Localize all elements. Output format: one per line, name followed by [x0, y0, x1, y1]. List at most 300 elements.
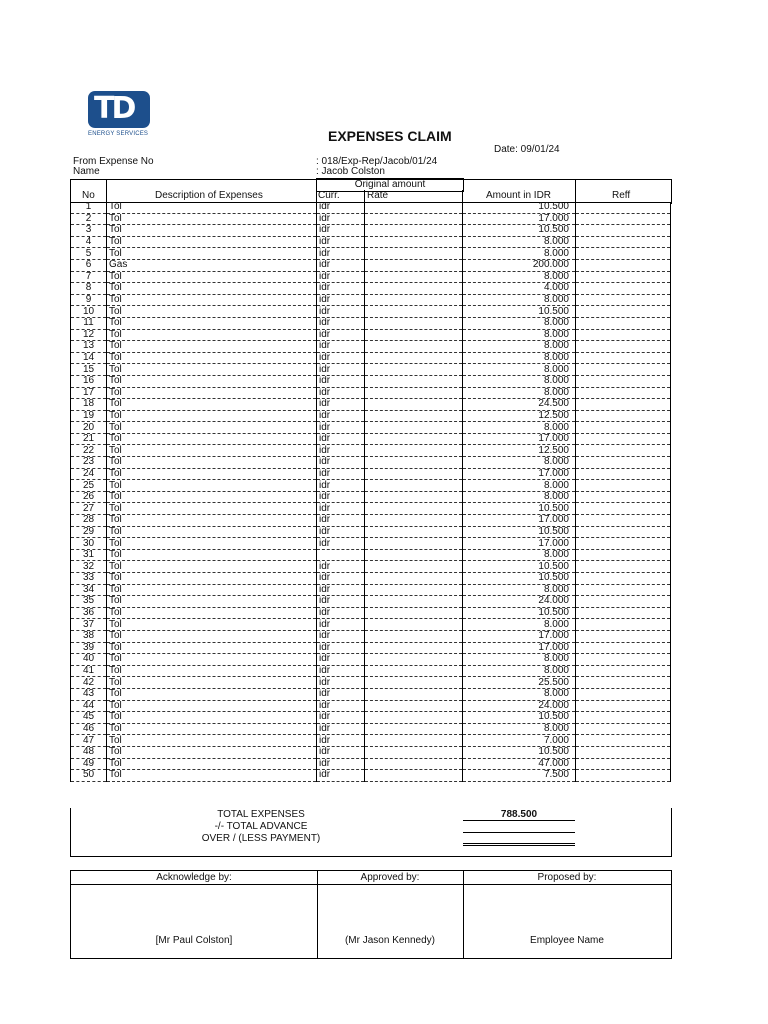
row-rate — [365, 457, 463, 469]
row-amount: 8.000 — [463, 584, 576, 596]
table-row — [71, 480, 671, 492]
row-reff — [576, 607, 671, 619]
row-rate — [365, 294, 463, 306]
row-currency: idr — [317, 468, 365, 480]
row-number: 15 — [71, 364, 107, 376]
row-amount: 17.000 — [463, 433, 576, 445]
row-description: Tol — [107, 410, 317, 422]
table-row — [71, 283, 671, 295]
row-number: 26 — [71, 491, 107, 503]
row-currency: idr — [317, 735, 365, 747]
row-reff — [576, 271, 671, 283]
row-reff — [576, 700, 671, 712]
row-reff — [576, 561, 671, 573]
row-description: Tol — [107, 283, 317, 295]
row-rate — [365, 445, 463, 457]
row-description: Tol — [107, 202, 317, 213]
row-reff — [576, 306, 671, 318]
row-rate — [365, 399, 463, 411]
row-amount: 8.000 — [463, 352, 576, 364]
table-row — [71, 364, 671, 376]
table-row — [71, 248, 671, 260]
row-amount: 10.500 — [463, 202, 576, 213]
col-description-header: Description of Expenses — [155, 190, 263, 201]
row-rate — [365, 770, 463, 782]
row-rate — [365, 364, 463, 376]
row-number: 13 — [71, 341, 107, 353]
row-rate — [365, 630, 463, 642]
row-number: 17 — [71, 387, 107, 399]
row-reff — [576, 387, 671, 399]
row-number: 37 — [71, 619, 107, 631]
table-row — [71, 561, 671, 573]
row-currency: idr — [317, 317, 365, 329]
row-rate — [365, 642, 463, 654]
row-rate — [365, 526, 463, 538]
col-amount-header: Amount in IDR — [486, 190, 552, 201]
row-reff — [576, 665, 671, 677]
row-description: Tol — [107, 515, 317, 527]
row-reff — [576, 596, 671, 608]
row-rate — [365, 584, 463, 596]
row-currency: idr — [317, 410, 365, 422]
col-reff-header: Reff — [612, 190, 631, 201]
row-rate — [365, 375, 463, 387]
page-title: EXPENSES CLAIM — [328, 128, 452, 144]
row-number: 35 — [71, 596, 107, 608]
row-number: 32 — [71, 561, 107, 573]
row-currency: idr — [317, 294, 365, 306]
row-amount: 8.000 — [463, 387, 576, 399]
table-row — [71, 410, 671, 422]
row-rate — [365, 248, 463, 260]
table-row — [71, 503, 671, 515]
approved-label: Approved by: — [317, 871, 463, 885]
row-rate — [365, 561, 463, 573]
row-description: Tol — [107, 770, 317, 782]
row-rate — [365, 329, 463, 341]
signature-section — [70, 870, 672, 959]
row-number: 36 — [71, 607, 107, 619]
row-rate — [365, 225, 463, 237]
row-amount: 8.000 — [463, 723, 576, 735]
row-reff — [576, 630, 671, 642]
row-description: Tol — [107, 306, 317, 318]
row-description: Tol — [107, 538, 317, 550]
row-rate — [365, 573, 463, 585]
row-number: 2 — [71, 213, 107, 225]
row-amount: 24.000 — [463, 596, 576, 608]
row-description: Tol — [107, 526, 317, 538]
row-reff — [576, 364, 671, 376]
row-number: 48 — [71, 746, 107, 758]
row-number: 6 — [71, 259, 107, 271]
row-description: Tol — [107, 248, 317, 260]
row-description: Tol — [107, 457, 317, 469]
table-row — [71, 387, 671, 399]
row-rate — [365, 700, 463, 712]
row-amount: 17.000 — [463, 538, 576, 550]
row-rate — [365, 387, 463, 399]
row-rate — [365, 468, 463, 480]
acknowledge-column — [71, 871, 318, 958]
row-description: Tol — [107, 225, 317, 237]
table-row — [71, 526, 671, 538]
row-currency: idr — [317, 700, 365, 712]
row-description: Tol — [107, 375, 317, 387]
row-currency: idr — [317, 491, 365, 503]
table-row — [71, 688, 671, 700]
td-logo-icon: TD — [88, 91, 150, 128]
proposed-name: Employee Name — [530, 935, 604, 946]
table-row — [71, 491, 671, 503]
row-reff — [576, 654, 671, 666]
row-currency: idr — [317, 642, 365, 654]
row-currency: idr — [317, 433, 365, 445]
table-row — [71, 642, 671, 654]
row-amount: 8.000 — [463, 294, 576, 306]
row-description: Tol — [107, 329, 317, 341]
row-description: Tol — [107, 480, 317, 492]
row-currency: idr — [317, 515, 365, 527]
acknowledge-name: [Mr Paul Colston] — [155, 935, 233, 946]
row-reff — [576, 538, 671, 550]
row-reff — [576, 352, 671, 364]
total-expenses-label: TOTAL EXPENSES — [217, 809, 305, 820]
row-amount: 8.000 — [463, 654, 576, 666]
row-amount: 17.000 — [463, 642, 576, 654]
row-number: 42 — [71, 677, 107, 689]
row-reff — [576, 584, 671, 596]
row-amount: 10.500 — [463, 306, 576, 318]
table-row — [71, 457, 671, 469]
table-row — [71, 596, 671, 608]
row-amount: 8.000 — [463, 317, 576, 329]
row-rate — [365, 758, 463, 770]
name-label: Name — [73, 166, 100, 177]
row-rate — [365, 480, 463, 492]
table-row — [71, 654, 671, 666]
row-rate — [365, 712, 463, 724]
row-rate — [365, 202, 463, 213]
table-row — [71, 213, 671, 225]
row-currency: idr — [317, 375, 365, 387]
col-rate-header: Rate — [367, 190, 389, 201]
row-description: Tol — [107, 236, 317, 248]
row-number: 44 — [71, 700, 107, 712]
row-number: 45 — [71, 712, 107, 724]
row-amount: 8.000 — [463, 375, 576, 387]
row-rate — [365, 723, 463, 735]
row-amount: 8.000 — [463, 236, 576, 248]
row-rate — [365, 491, 463, 503]
row-description: Tol — [107, 688, 317, 700]
row-reff — [576, 294, 671, 306]
row-description: Tol — [107, 584, 317, 596]
row-currency: idr — [317, 364, 365, 376]
row-amount: 25.500 — [463, 677, 576, 689]
table-row — [71, 317, 671, 329]
total-expenses-value: 788.500 — [500, 809, 538, 820]
table-row — [71, 677, 671, 689]
row-reff — [576, 248, 671, 260]
row-currency: idr — [317, 723, 365, 735]
table-row — [71, 700, 671, 712]
row-number: 43 — [71, 688, 107, 700]
row-currency: idr — [317, 213, 365, 225]
company-logo — [88, 91, 152, 141]
row-currency: idr — [317, 329, 365, 341]
row-description: Tol — [107, 619, 317, 631]
row-description: Tol — [107, 399, 317, 411]
table-row — [71, 468, 671, 480]
row-number: 38 — [71, 630, 107, 642]
table-row — [71, 236, 671, 248]
table-row — [71, 584, 671, 596]
row-amount: 10.500 — [463, 607, 576, 619]
row-reff — [576, 457, 671, 469]
row-number: 16 — [71, 375, 107, 387]
row-amount: 8.000 — [463, 422, 576, 434]
row-rate — [365, 607, 463, 619]
row-currency: idr — [317, 236, 365, 248]
row-rate — [365, 352, 463, 364]
row-number: 7 — [71, 271, 107, 283]
row-description: Tol — [107, 491, 317, 503]
table-row — [71, 271, 671, 283]
table-row — [71, 665, 671, 677]
row-rate — [365, 746, 463, 758]
row-rate — [365, 422, 463, 434]
row-amount: 47.000 — [463, 758, 576, 770]
table-row — [71, 735, 671, 747]
row-description: Tol — [107, 654, 317, 666]
row-currency: idr — [317, 422, 365, 434]
table-row — [71, 445, 671, 457]
row-number: 8 — [71, 283, 107, 295]
row-currency: idr — [317, 630, 365, 642]
row-reff — [576, 399, 671, 411]
row-number: 9 — [71, 294, 107, 306]
row-description: Tol — [107, 445, 317, 457]
row-reff — [576, 712, 671, 724]
row-currency: idr — [317, 445, 365, 457]
row-currency: idr — [317, 202, 365, 213]
row-rate — [365, 677, 463, 689]
row-amount: 10.500 — [463, 225, 576, 237]
row-amount: 24.000 — [463, 700, 576, 712]
row-rate — [365, 735, 463, 747]
row-description: Tol — [107, 642, 317, 654]
row-number: 23 — [71, 457, 107, 469]
table-row — [71, 549, 671, 561]
table-row — [71, 329, 671, 341]
row-rate — [365, 213, 463, 225]
col-no-header: No — [82, 190, 95, 201]
table-row — [71, 607, 671, 619]
row-currency: idr — [317, 271, 365, 283]
row-currency: idr — [317, 352, 365, 364]
row-rate — [365, 515, 463, 527]
row-description: Tol — [107, 665, 317, 677]
row-reff — [576, 236, 671, 248]
row-reff — [576, 317, 671, 329]
row-reff — [576, 770, 671, 782]
row-reff — [576, 202, 671, 213]
row-description: Tol — [107, 294, 317, 306]
proposed-column — [463, 871, 671, 958]
row-reff — [576, 526, 671, 538]
row-amount: 24.500 — [463, 399, 576, 411]
row-number: 21 — [71, 433, 107, 445]
row-reff — [576, 341, 671, 353]
row-reff — [576, 375, 671, 387]
table-row — [71, 202, 671, 213]
row-description: Tol — [107, 746, 317, 758]
row-number: 47 — [71, 735, 107, 747]
table-row — [71, 399, 671, 411]
row-number: 4 — [71, 236, 107, 248]
row-reff — [576, 329, 671, 341]
row-currency: idr — [317, 503, 365, 515]
row-currency: idr — [317, 306, 365, 318]
row-amount: 8.000 — [463, 549, 576, 561]
row-currency: idr — [317, 665, 365, 677]
table-row — [71, 375, 671, 387]
row-amount: 7.000 — [463, 735, 576, 747]
row-currency: idr — [317, 538, 365, 550]
row-number: 31 — [71, 549, 107, 561]
row-amount: 10.500 — [463, 573, 576, 585]
row-currency: idr — [317, 584, 365, 596]
col-curr-header: Curr. — [318, 190, 340, 201]
table-row — [71, 538, 671, 550]
row-number: 46 — [71, 723, 107, 735]
row-number: 1 — [71, 202, 107, 213]
row-currency: idr — [317, 399, 365, 411]
acknowledge-label: Acknowledge by: — [71, 871, 317, 885]
table-row — [71, 515, 671, 527]
row-amount: 7.500 — [463, 770, 576, 782]
row-description: Tol — [107, 700, 317, 712]
row-currency: idr — [317, 746, 365, 758]
row-currency: idr — [317, 607, 365, 619]
row-reff — [576, 445, 671, 457]
row-rate — [365, 503, 463, 515]
row-amount: 10.500 — [463, 503, 576, 515]
row-description: Tol — [107, 561, 317, 573]
row-reff — [576, 283, 671, 295]
row-reff — [576, 259, 671, 271]
row-amount: 10.500 — [463, 561, 576, 573]
row-currency: idr — [317, 596, 365, 608]
logo-subtitle: ENERGY SERVICES — [88, 131, 149, 137]
approved-column — [317, 871, 464, 958]
row-rate — [365, 549, 463, 561]
row-number: 14 — [71, 352, 107, 364]
row-number: 22 — [71, 445, 107, 457]
row-reff — [576, 758, 671, 770]
over-less-payment-label: OVER / (LESS PAYMENT) — [201, 833, 321, 844]
row-description: Tol — [107, 433, 317, 445]
row-number: 25 — [71, 480, 107, 492]
row-number: 20 — [71, 422, 107, 434]
row-currency: idr — [317, 341, 365, 353]
row-rate — [365, 619, 463, 631]
row-amount: 17.000 — [463, 468, 576, 480]
from-expense-label: From Expense No — [73, 156, 154, 167]
row-rate — [365, 306, 463, 318]
row-description: Tol — [107, 758, 317, 770]
row-amount: 8.000 — [463, 248, 576, 260]
row-reff — [576, 549, 671, 561]
row-description: Tol — [107, 677, 317, 689]
row-description: Tol — [107, 352, 317, 364]
row-currency: idr — [317, 770, 365, 782]
row-amount: 8.000 — [463, 491, 576, 503]
row-reff — [576, 619, 671, 631]
table-row — [71, 573, 671, 585]
row-number: 11 — [71, 317, 107, 329]
row-currency: idr — [317, 712, 365, 724]
row-amount: 17.000 — [463, 515, 576, 527]
table-row — [71, 712, 671, 724]
row-number: 18 — [71, 399, 107, 411]
row-amount: 8.000 — [463, 271, 576, 283]
row-description: Tol — [107, 723, 317, 735]
row-rate — [365, 665, 463, 677]
row-reff — [576, 688, 671, 700]
row-reff — [576, 735, 671, 747]
row-number: 40 — [71, 654, 107, 666]
row-number: 5 — [71, 248, 107, 260]
row-description: Tol — [107, 422, 317, 434]
row-number: 10 — [71, 306, 107, 318]
row-amount: 8.000 — [463, 341, 576, 353]
name-value: : Jacob Colston — [316, 166, 385, 177]
row-rate — [365, 433, 463, 445]
row-rate — [365, 259, 463, 271]
row-reff — [576, 225, 671, 237]
row-description: Tol — [107, 387, 317, 399]
table-row — [71, 758, 671, 770]
row-currency: idr — [317, 526, 365, 538]
row-description: Tol — [107, 213, 317, 225]
proposed-label: Proposed by: — [463, 871, 671, 885]
row-amount: 200.000 — [463, 259, 576, 271]
row-amount: 12.500 — [463, 410, 576, 422]
row-currency: idr — [317, 283, 365, 295]
row-amount: 8.000 — [463, 665, 576, 677]
table-row — [71, 433, 671, 445]
row-description: Tol — [107, 573, 317, 585]
table-row — [71, 746, 671, 758]
row-amount: 8.000 — [463, 688, 576, 700]
table-row — [71, 225, 671, 237]
row-amount: 10.500 — [463, 746, 576, 758]
row-description: Tol — [107, 712, 317, 724]
row-number: 33 — [71, 573, 107, 585]
row-description: Tol — [107, 341, 317, 353]
row-currency: idr — [317, 248, 365, 260]
original-amount-header: Original amount — [316, 178, 464, 192]
row-rate — [365, 341, 463, 353]
row-amount: 10.500 — [463, 526, 576, 538]
row-number: 30 — [71, 538, 107, 550]
row-amount: 4.000 — [463, 283, 576, 295]
row-currency: idr — [317, 758, 365, 770]
row-amount: 8.000 — [463, 329, 576, 341]
